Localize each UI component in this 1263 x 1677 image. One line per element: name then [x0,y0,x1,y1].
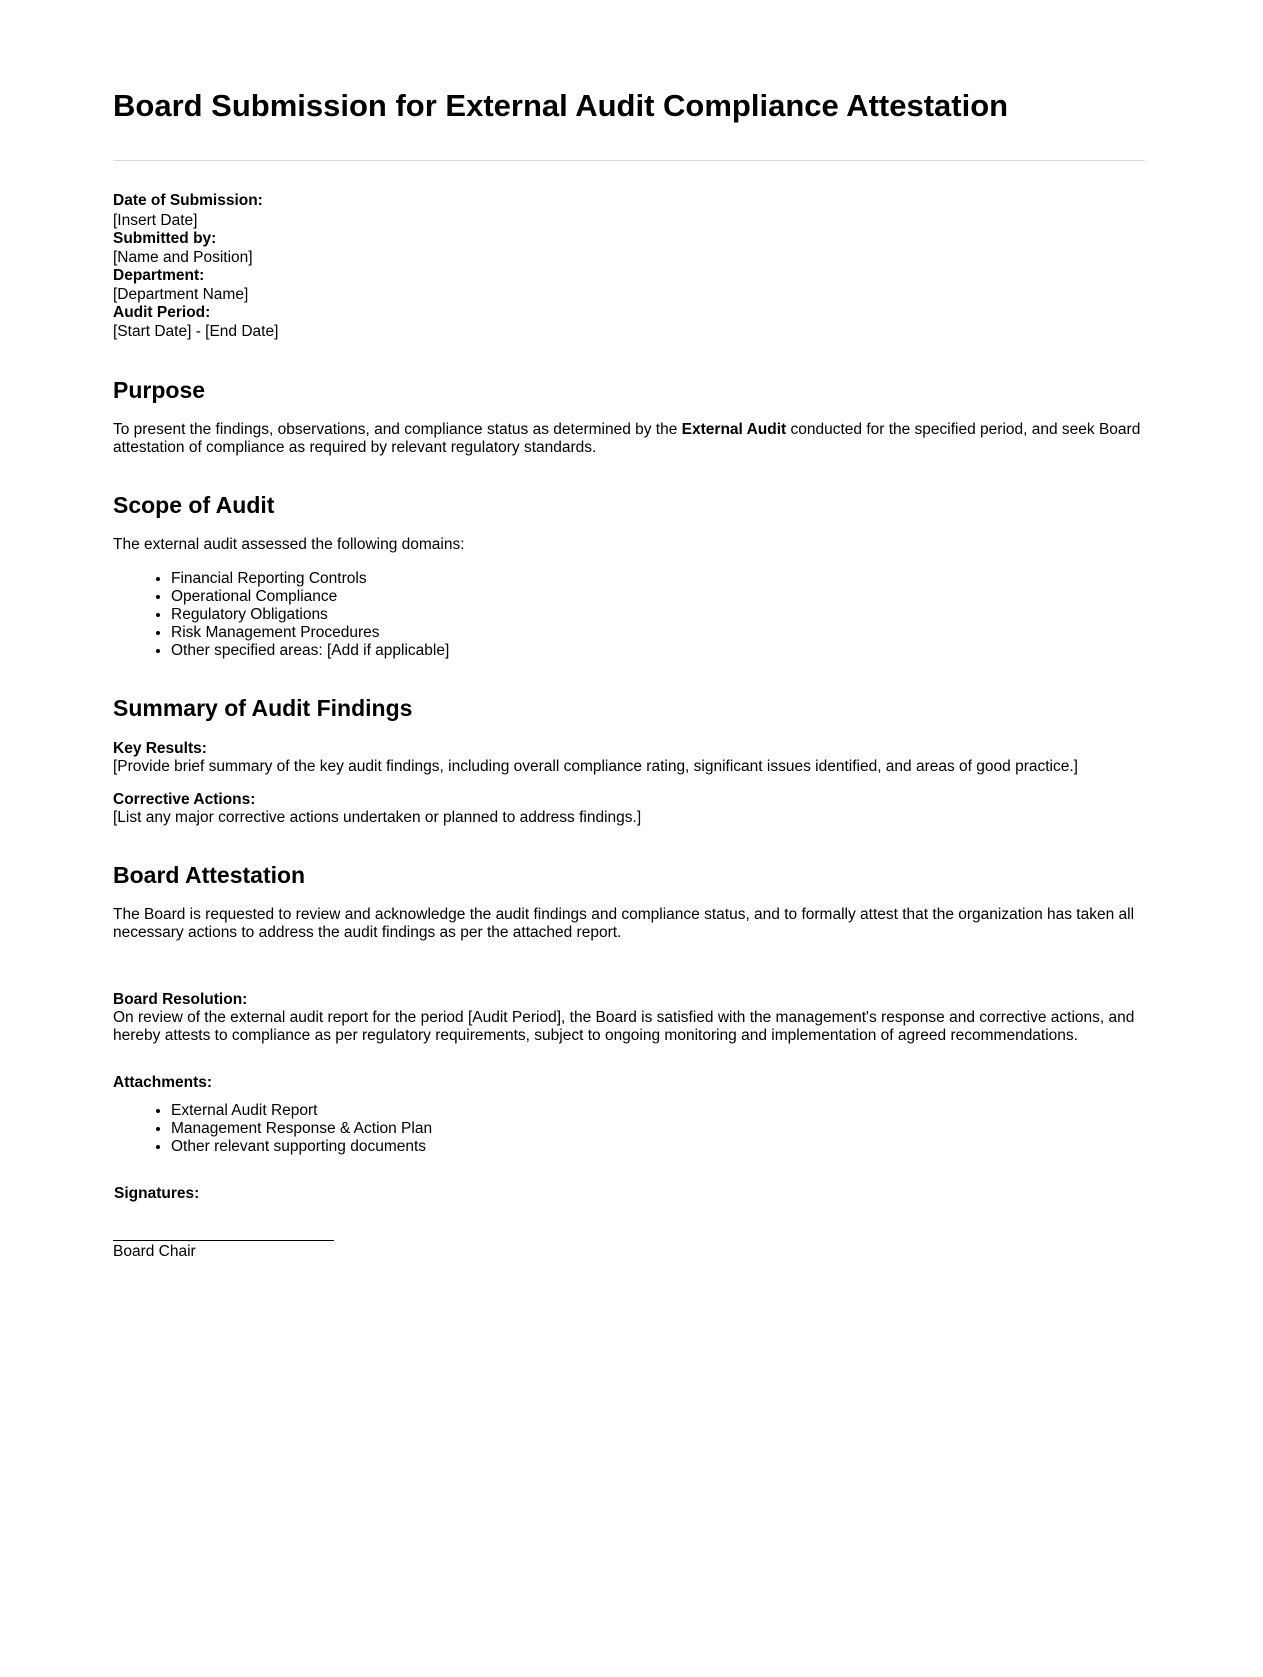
period-value: [Start Date] - [End Date] [113,323,279,340]
attestation-text: The Board is requested to review and acknowledge the audit findings and compliance status, and to formally attest that the organization has taken all necessary actions to address the audit findings as per the attached report. [113,906,1135,941]
department-value: [Department Name] [113,286,249,303]
purpose-text-before: To present the findings, observations, and compliance status as determined by the [113,421,682,438]
attachment-item: • External Audit Report [171,1102,432,1120]
date-value: [Insert Date] [113,212,198,229]
key-results-text: [Provide brief summary of the key audit findings, including overall compliance rating, significant issues identified, and areas of good practice.] [113,758,1078,775]
resolution-label: Board Resolution: [113,991,248,1008]
signature-role: Board Chair [113,1243,196,1260]
department-label: Department: [113,267,205,284]
title-divider [113,160,1145,161]
purpose-text-after: conducted for the specified period, and seek Board attestation of compliance as required by relevant regulatory standards. [113,421,1141,456]
attachment-item: • Management Response & Action Plan [171,1120,432,1138]
period-label: Audit Period: [113,304,211,321]
scope-intro: The external audit assessed the following domains: [113,536,465,553]
scope-list-item: • Financial Reporting Controls [171,570,449,588]
date-label: Date of Submission: [113,192,263,209]
attestation-heading: Board Attestation [113,862,306,888]
attachment-item: • Other relevant supporting documents [171,1138,432,1156]
corrective-actions-text: [List any major corrective actions undertaken or planned to address findings.] [113,809,642,826]
signatures-label: Signatures: [114,1185,200,1202]
scope-list-item: • Risk Management Procedures [171,624,449,642]
attachments-label: Attachments: [113,1074,213,1091]
corrective-actions-label: Corrective Actions: [113,791,256,808]
resolution-text: On review of the external audit report for the period [Audit Period], the Board is satisfied with the management's response and corrective actions, and hereby attests to compliance as per regulatory requirements, subject to ongoing monitoring and implementation of agreed recommendations. [113,1009,1135,1044]
submitted-label: Submitted by: [113,230,217,247]
scope-heading: Scope of Audit [113,492,275,518]
scope-list-item: • Other specified areas: [Add if applicable] [171,642,449,660]
document-title: Board Submission for External Audit Compliance Attestation [113,88,1009,123]
signature-line [113,1240,334,1241]
purpose-heading: Purpose [113,377,206,403]
key-results-label: Key Results: [113,740,207,757]
attachments-list [113,1102,432,1156]
purpose-text [113,421,1145,457]
scope-list-item: • Regulatory Obligations [171,606,449,624]
findings-heading: Summary of Audit Findings [113,695,413,721]
submitted-value: [Name and Position] [113,249,253,266]
scope-list-item: • Operational Compliance [171,588,449,606]
purpose-emphasis: External Audit [681,421,787,438]
scope-list [113,570,449,660]
